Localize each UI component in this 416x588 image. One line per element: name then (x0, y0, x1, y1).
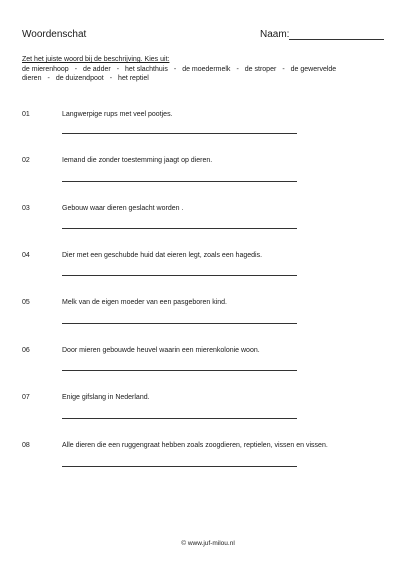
word-bank-item: de moedermelk (182, 66, 231, 73)
separator: - (116, 66, 120, 73)
question-number: 02 (22, 157, 30, 164)
question-text: Melk van de eigen moeder van een pasgeboren kind. (62, 299, 227, 306)
word-bank-item: dieren (22, 75, 42, 82)
separator: - (173, 66, 177, 73)
instruction-text: Zet het juiste woord bij de beschrijving. Kies uit: (22, 56, 170, 63)
question-text: Langwerpige rups met veel pootjes. (62, 111, 173, 118)
word-bank-item: het slachthuis (125, 66, 168, 73)
word-bank-row-2 (22, 75, 402, 82)
page-title: Woordenschat (22, 29, 87, 40)
word-bank-item: de stroper (244, 66, 277, 73)
answer-line[interactable] (62, 228, 297, 229)
question-text: Dier met een geschubde huid dat eieren legt, zoals een hagedis. (62, 252, 263, 259)
answer-line[interactable] (62, 323, 297, 324)
answer-line[interactable] (62, 275, 297, 276)
question-number: 03 (22, 205, 30, 212)
word-bank-row-1 (22, 66, 402, 73)
separator: - (47, 75, 50, 82)
word-bank-item: de gewervelde (290, 66, 337, 73)
word-bank-item: de duizendpoot (55, 75, 104, 82)
answer-line[interactable] (62, 466, 297, 467)
question-number: 01 (22, 111, 30, 118)
answer-line[interactable] (62, 418, 297, 419)
question-number: 06 (22, 347, 30, 354)
question-text: Gebouw waar dieren geslacht worden . (62, 205, 184, 212)
question-text: Alle dieren die een ruggengraat hebben zoals zoogdieren, reptielen, vissen en vissen. (62, 442, 328, 449)
question-text: Iemand die zonder toestemming jaagt op dieren. (62, 157, 213, 164)
separator: - (282, 66, 285, 73)
answer-line[interactable] (62, 133, 297, 134)
question-number: 04 (22, 252, 30, 259)
word-bank-item: de adder (83, 66, 111, 73)
footer-credit: © www.juf-milou.nl (181, 540, 235, 547)
separator: - (109, 75, 113, 82)
name-label: Naam: (260, 29, 290, 40)
answer-line[interactable] (62, 370, 297, 371)
word-bank-item: het reptiel (118, 75, 149, 82)
question-number: 07 (22, 394, 30, 401)
answer-line[interactable] (62, 181, 297, 182)
question-text: Enige gifslang in Nederland. (62, 394, 150, 401)
name-field-line[interactable] (289, 39, 384, 40)
question-text: Door mieren gebouwde heuvel waarin een mierenkolonie woon. (62, 347, 260, 354)
question-number: 08 (22, 442, 30, 449)
question-number: 05 (22, 299, 30, 306)
word-bank-item: de mierenhoop (22, 66, 69, 73)
separator: - (236, 66, 239, 73)
separator: - (74, 66, 78, 73)
